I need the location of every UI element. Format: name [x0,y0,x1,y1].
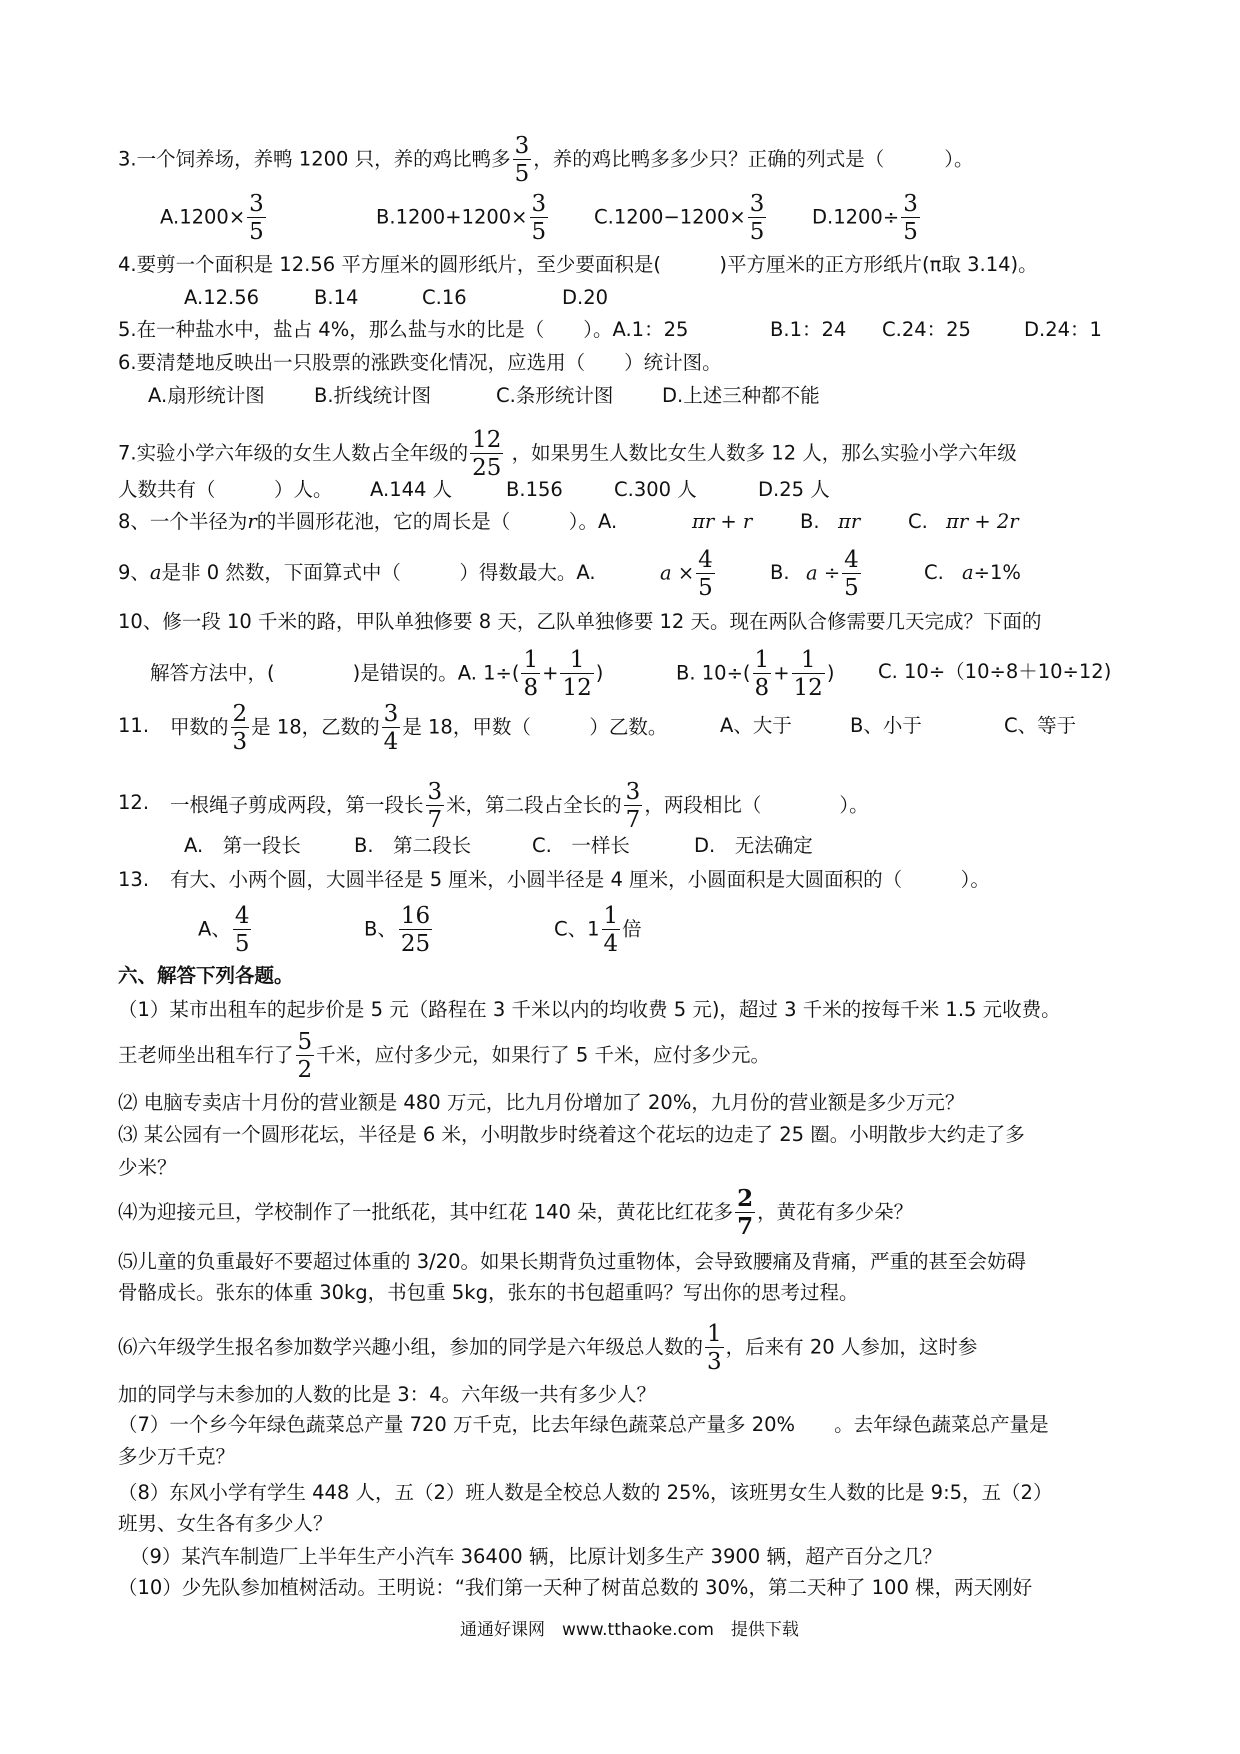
problem-6-line2: 加的同学与未参加的人数的比是 3：4。六年级一共有多少人？ [118,1383,657,1406]
q3-text-c: ）。 [944,147,974,171]
f-d: 7 [625,807,641,834]
problem-3-line2: 少米？ [118,1156,177,1179]
q9-option-c: a÷1% [962,561,1021,584]
problem-2: ⑵ 电脑专卖店十月份的营业额是 480 万元，比九月份增加了 20%，九月份的营业额是多少万元？ [118,1091,965,1114]
f-d: 5 [903,219,918,246]
problem-6-line1 [118,1322,977,1374]
problem-4 [118,1187,913,1239]
f-d: 5 [249,219,264,246]
p6-fraction [705,1322,724,1374]
f-n: 12 [472,427,502,453]
q13-opt-c-frac [602,904,621,956]
q9-opt-c-var: a [962,561,974,584]
q4-option-a: A.12.56 [184,286,260,309]
problem-5-line2: 骨骼成长。张东的体重 30kg，书包重 5kg，张东的书包超重吗？写出你的思考过程。 [118,1281,859,1304]
f-d: 5 [698,575,713,602]
problem-7-line1: （7）一个乡今年绿色蔬菜总产量 720 万千克，比去年绿色蔬菜总产量多 20% 。去年绿色蔬菜总产量是 [118,1413,1049,1436]
problem-3-line1: ⑶ 某公园有一个圆形花坛，半径是 6 米，小明散步时绕着这个花坛的边走了 25 圈。小明散步大约走了多 [118,1123,1025,1146]
q9-var: a [149,561,162,584]
problem-9: （9）某汽车制造厂上半年生产小汽车 36400 辆，比原计划多生产 3900 辆，超产百分之几？ [130,1545,942,1568]
q11-option-c: C、等于 [1004,714,1077,737]
q3-frac-num: 3 [514,133,530,159]
q13-opt-a-frac [233,904,252,956]
q10-b-frac1 [753,648,772,700]
q11-frac2 [382,702,401,754]
f-n: 3 [531,191,547,217]
q3-opt-c-frac [748,192,767,244]
q5-option-d: D.24：1 [1024,318,1102,341]
f-n: 1 [523,647,539,673]
f-n: 4 [844,547,859,573]
f-n: 1 [560,648,593,674]
q13-option-a [198,904,253,956]
q3-opt-b-text: B.1200+1200× [376,205,528,229]
q3-opt-b-frac [530,192,549,244]
problem-1-line1: （1）某市出租车的起步价是 5 元（路程在 3 千米以内的均收费 5 元)，超过 3 千米的按每千米 1.5 元收费。 [118,998,1061,1021]
q13-opt-a-label: A、 [198,917,231,941]
q6-option-a: A.扇形统计图 [148,384,265,407]
q3-opt-d-frac [901,192,920,244]
q9-text-a: 9、 [118,561,150,584]
q3-text-b: ，养的鸡比鸭多多少只？正确的列式是（ [533,147,885,171]
f-n: 5 [297,1029,313,1055]
f-n: 1 [603,903,619,929]
f-d: 8 [523,675,539,702]
q13-option-b [364,904,434,956]
q3-text-a: 3.一个饲养场，养鸭 1200 只，养的鸡比鸭多 [118,147,511,171]
question-13-stem: 有大、小两个圆，大圆半径是 5 厘米，小圆半径是 4 厘米，小圆面积是大圆面积的（ ）。 [170,868,990,891]
q4-option-c: C.16 [422,286,467,309]
f-d: 12 [793,675,823,702]
p1-fraction [296,1030,315,1082]
q8-option-c: πr + 2r [946,510,1019,533]
question-6-stem: 6.要清楚地反映出一只股票的涨跌变化情况，应选用（ ）统计图。 [118,351,722,374]
q3-option-d [812,192,922,244]
q13-number: 13. [118,868,150,891]
f-n: 2 [232,701,248,727]
q11-frac1 [231,702,250,754]
problem-5-line1: ⑸儿童的负重最好不要超过体重的 3/20。如果长期背负过重物体，会导致腰痛及背痛，严重的甚至会妨碍 [118,1250,1026,1273]
q4-option-d: D.20 [562,286,609,309]
p6-text-b: ，后来有 20 人参加，这时参 [725,1335,978,1359]
problem-7-line2: 多少万千克？ [118,1445,236,1468]
q11-number: 11. [118,714,150,737]
f-d: 5 [844,575,859,602]
q11-text-c: 是 18，甲数（ ）乙数。 [402,715,668,739]
problem-1-line2 [118,1030,770,1082]
question-9-stem [118,563,596,583]
q8-option-b: πr [838,510,861,533]
q13-opt-b-frac [399,904,432,956]
f-d: 8 [754,675,770,702]
page-footer: 通通好课网 www.tthaoke.com 提供下载 [460,1620,799,1640]
question-4-stem: 4.要剪一个面积是 12.56 平方厘米的圆形纸片，至少要面积是( )平方厘米的正方形纸片(π取 3.14)。 [118,253,1038,276]
q12-text-a: 一根绳子剪成两段，第一段长 [170,793,424,817]
q7-option-d: D.25 人 [758,478,830,501]
q9-text-b: 是非 0 然数，下面算式中（ ）得数最大。A. [161,561,596,584]
f-n: 3 [427,779,443,805]
p4-text-a: ⑷为迎接元旦，学校制作了一批纸花，其中红花 140 朵，黄花比红花多 [118,1200,734,1224]
f-n: 1 [792,648,825,674]
problem-8-line2: 班男、女生各有多少人？ [118,1512,333,1535]
f-n: 3 [383,701,399,727]
f-d: 4 [603,931,619,958]
q8-text-a: 8、一个半径为 [118,510,248,533]
q3-fraction [513,134,532,186]
q12-option-c: C. 一样长 [532,834,630,857]
q11-option-a: A、大于 [720,714,792,737]
p4-fraction [735,1187,755,1239]
problem-10: （10）少先队参加植树活动。王明说：“我们第一天种了树苗总数的 30%，第二天种了 100 棵，两天刚好 [118,1576,1033,1599]
q3-opt-d-text: D.1200÷ [812,205,900,229]
q8-text-b: 的半圆形花池，它的周长是（ ）。A. [256,510,618,533]
q6-option-d: D.上述三种都不能 [662,384,820,407]
q12-text-c: ，两段相比（ ）。 [644,793,869,817]
q6-option-c: C.条形统计图 [496,384,614,407]
question-8-stem [118,512,617,532]
q9-option-c-label: C. [924,561,944,584]
q10-option-b: B. 10÷( $\frac{1}{8}$ + $\frac{1}{12}$ ) [676,647,835,702]
q3-opt-a-frac [247,192,266,244]
q9-opt-b-text: a ÷ [806,561,841,585]
q3-option-b [376,192,550,244]
q3-option-c [594,192,768,244]
f-d: 3 [707,1349,722,1376]
q10-opt-b-text: B. 10÷( [676,661,751,685]
q8-option-c-label: C. [908,510,928,533]
q9-opt-a-frac [696,548,715,600]
p1-text-a: 王老师坐出租车行了 [118,1043,294,1067]
f-d: 5 [749,219,765,246]
f-d: 7 [737,1213,754,1241]
f-d: 12 [562,675,592,702]
f-d: 7 [427,807,443,834]
q7-fraction [470,428,503,480]
q7-text-b: ，如果男生人数比女生人数多 12 人，那么实验小学六年级 [511,441,1017,465]
question-5-stem: 5.在一种盐水中，盐占 4%，那么盐与水的比是（ ）。A.1：25 [118,318,689,341]
q6-option-b: B.折线统计图 [314,384,432,407]
q7-text-a: 7.实验小学六年级的女生人数占全年级的 [118,441,469,465]
f-n: 3 [625,779,641,805]
q12-number: 12. [118,791,150,814]
q12-option-d: D. 无法确定 [694,834,813,857]
q3-frac-den: 5 [514,161,530,188]
q8-option-b-label: B. [800,510,820,533]
q10-b-frac2 [792,648,825,700]
f-n: 3 [903,191,918,217]
q9-opt-a-text: a × [660,561,695,585]
question-10-line2: 解答方法中，( )是错误的。A. 1÷( $\frac{1}{8}$ + $\frac{1}{12}$ ) [150,647,604,702]
f-d: 4 [383,729,399,756]
q7-line2: 人数共有（ ）人。 [118,478,333,501]
q8-var: r [247,510,257,533]
q10-text: 解答方法中，( )是错误的。A. 1÷( [150,661,520,685]
f-d: 5 [531,219,547,246]
q8-option-a: πr + r [692,510,753,533]
q3-opt-c-text: C.1200−1200× [594,205,746,229]
q13-opt-b-label: B、 [364,917,397,941]
q9-option-b-label: B. [770,561,790,584]
f-d: 5 [234,931,250,958]
problem-8-line1: （8）东风小学有学生 448 人，五（2）班人数是全校总人数的 25%，该班男女生人数的比是 9:5，五（2） [118,1481,1053,1504]
f-n: 4 [698,547,713,573]
question-3-stem [118,134,974,186]
question-11-stem [170,702,667,754]
q4-option-b: B.14 [314,286,359,309]
q10-a-frac1 [521,648,540,700]
q12-option-b: B. 第二段长 [354,834,472,857]
question-7-stem [118,428,1017,480]
f-n: 16 [400,903,431,929]
f-n: 1 [707,1321,722,1347]
f-d: 3 [232,729,248,756]
q13-opt-c-tail: 倍 [622,917,642,941]
q12-frac1 [426,780,445,832]
q13-option-c [554,904,642,956]
f-d: 2 [297,1057,313,1084]
f-d: 25 [400,931,431,958]
section-6-heading: 六、解答下列各题。 [118,964,294,987]
f-n: 3 [249,191,264,217]
q13-opt-c-label: C、1 [554,917,600,941]
q3-option-a [160,192,268,244]
f-n: 3 [749,191,765,217]
question-10-line1: 10、修一段 10 千米的路，甲队单独修要 8 天，乙队单独修要 12 天。现在两队合修需要几天完成？下面的 [118,610,1042,633]
q9-option-a [660,548,717,600]
question-12-stem [170,780,869,832]
p4-text-b: ，黄花有多少朵？ [757,1200,914,1224]
f-n: 2 [737,1185,754,1212]
q7-option-a: A.144 人 [370,478,453,501]
q5-option-b: B.1：24 [770,318,847,341]
q9-opt-b-frac [842,548,861,600]
q11-text-b: 是 18，乙数的 [251,715,380,739]
p6-text-a: ⑹六年级学生报名参加数学兴趣小组，参加的同学是六年级总人数的 [118,1335,704,1359]
q10-option-c: C. 10÷（10÷8＋10÷12) [878,660,1112,683]
q12-frac2 [624,780,643,832]
f-d: 25 [472,455,502,482]
f-n: 4 [234,903,250,929]
q10-a-frac2 [560,648,593,700]
q11-option-b: B、小于 [850,714,922,737]
q7-option-c: C.300 人 [614,478,697,501]
q7-option-b: B.156 [506,478,563,501]
q12-option-a: A. 第一段长 [184,834,301,857]
q12-text-b: 米，第二段占全长的 [446,793,622,817]
q5-option-c: C.24：25 [882,318,971,341]
q9-option-b [806,548,863,600]
q11-text-a: 甲数的 [170,715,229,739]
f-n: 1 [754,647,770,673]
p1-text-b: 千米，应付多少元，如果行了 5 千米，应付多少元。 [316,1043,770,1067]
q3-opt-a-text: A.1200× [160,205,246,229]
